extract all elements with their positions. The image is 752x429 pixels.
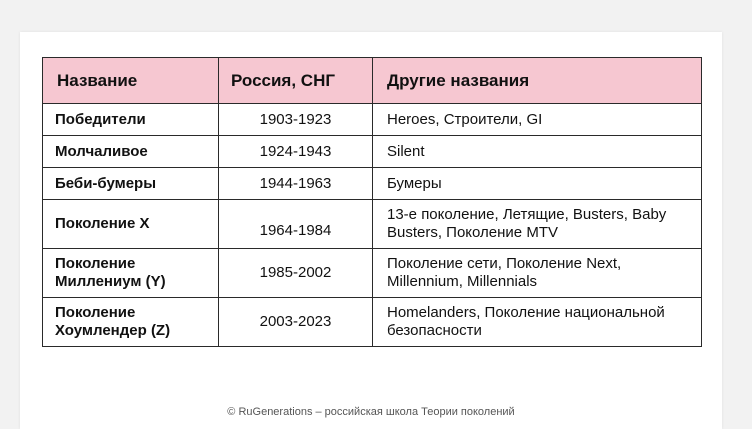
table-row bbox=[43, 200, 702, 249]
generation-name: Поколение Миллениум (Y) bbox=[43, 249, 219, 298]
generations-table bbox=[42, 57, 702, 347]
generation-other-names: Silent bbox=[373, 136, 702, 168]
years-text: 1924-1943 bbox=[259, 142, 332, 160]
generation-name: Молчаливое bbox=[43, 136, 219, 168]
generation-other-names: Homelanders, Поколение национальной безопасности bbox=[373, 298, 702, 347]
copyright-footer: © RuGenerations – российская школа Теории поколений bbox=[227, 406, 515, 418]
generation-other-names: Бумеры bbox=[373, 168, 702, 200]
generation-years bbox=[219, 200, 373, 249]
generation-name: Поколение Хоумлендер (Z) bbox=[43, 298, 219, 347]
header-other-names: Другие названия bbox=[373, 58, 702, 104]
generation-years bbox=[219, 168, 373, 200]
generation-years bbox=[219, 249, 373, 298]
content-card bbox=[20, 32, 722, 429]
generation-years bbox=[219, 298, 373, 347]
table-row bbox=[43, 249, 702, 298]
header-name: Название bbox=[43, 58, 219, 104]
generation-other-names: 13-е поколение, Летящие, Busters, Baby Busters, Поколение MTV bbox=[373, 200, 702, 249]
header-russia-cis: Россия, СНГ bbox=[219, 58, 373, 104]
generation-name: Беби-бумеры bbox=[43, 168, 219, 200]
generation-years bbox=[219, 104, 373, 136]
table-row bbox=[43, 104, 702, 136]
years-text: 2003-2023 bbox=[259, 313, 332, 330]
years-text: 1964-1984 bbox=[259, 222, 332, 239]
table-row bbox=[43, 136, 702, 168]
table-row bbox=[43, 298, 702, 347]
generation-name: Победители bbox=[43, 104, 219, 136]
years-text: 1903-1923 bbox=[259, 110, 332, 128]
generation-other-names: Heroes, Строители, GI bbox=[373, 104, 702, 136]
generation-other-names: Поколение сети, Поколение Next, Millennium, Millennials bbox=[373, 249, 702, 298]
table-row bbox=[43, 168, 702, 200]
years-text: 1985-2002 bbox=[259, 264, 332, 281]
generation-name: Поколение X bbox=[43, 200, 219, 249]
generation-years bbox=[219, 136, 373, 168]
years-text: 1944-1963 bbox=[259, 174, 332, 192]
table-header-row bbox=[43, 58, 702, 104]
